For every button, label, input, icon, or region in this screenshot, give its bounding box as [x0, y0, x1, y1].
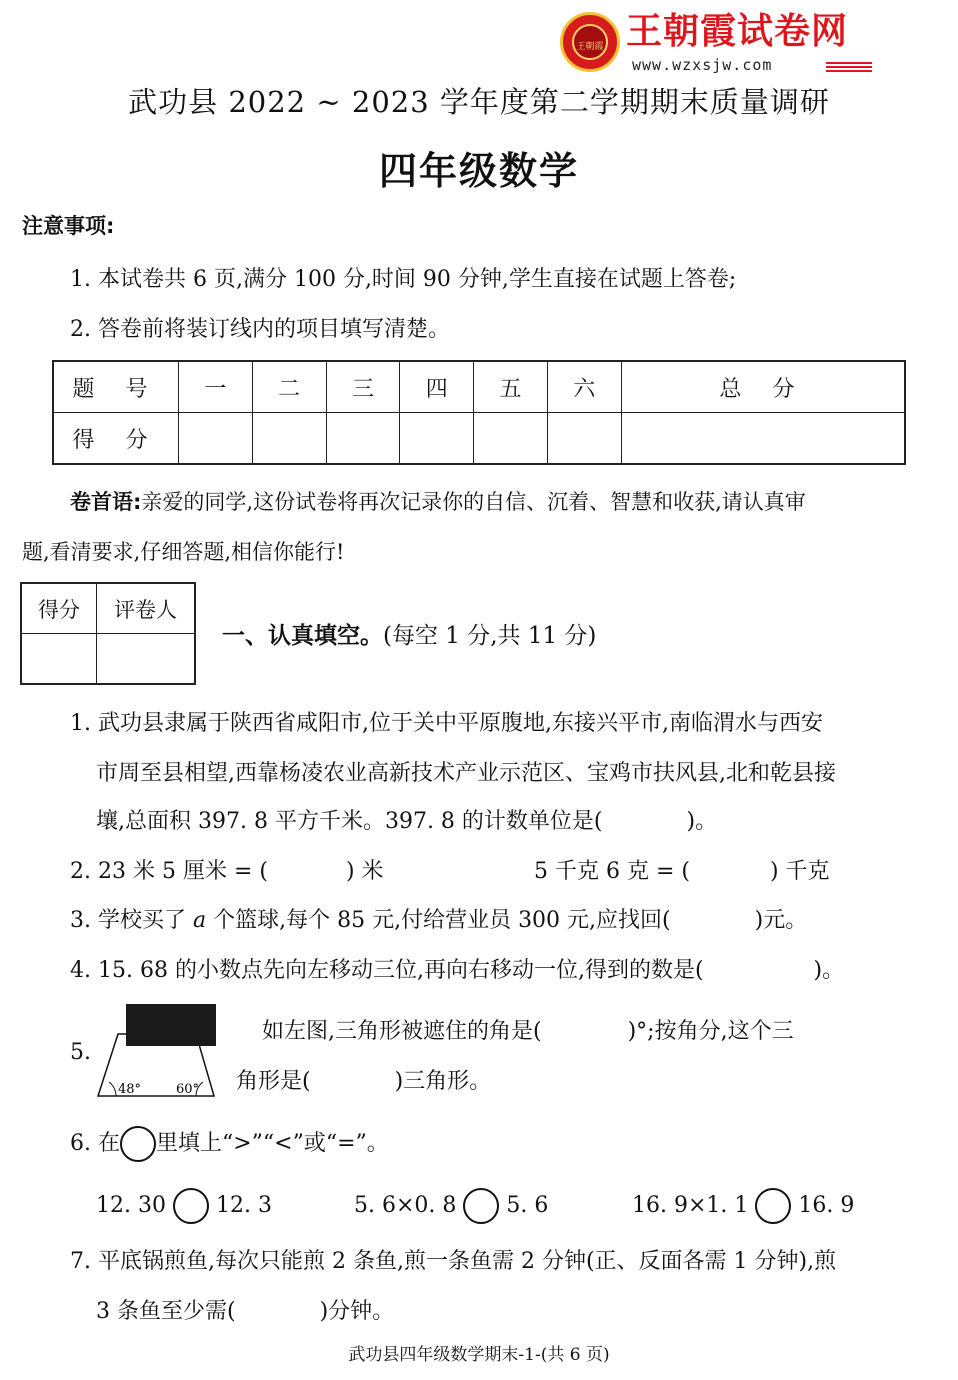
section-1-title: 一、认真填空。: [222, 623, 383, 649]
grader-score-cell[interactable]: [21, 634, 97, 685]
comparison-circle-input[interactable]: [463, 1188, 499, 1224]
comparison-3: [632, 1188, 854, 1224]
score-table-row-header: 题 号: [53, 361, 179, 413]
comparison-1-right: 12. 3: [215, 1193, 272, 1218]
triangle-figure-svg: [96, 1004, 216, 1100]
triangle-figure: [96, 1004, 216, 1100]
score-table: [52, 360, 906, 465]
question-5-line-2: [236, 1064, 491, 1095]
question-2-text-a: 2. 23 米 5 厘米 = (: [70, 859, 268, 884]
grader-name-label: 评卷人: [97, 583, 196, 634]
logo-stripes: [826, 62, 872, 72]
question-3-text-c: )元。: [754, 908, 808, 933]
question-7-text-b: )分钟。: [319, 1299, 395, 1324]
preface-label: 卷首语:: [70, 490, 142, 514]
notice-item-2: 2. 答卷前将装订线内的项目填写清楚。: [70, 317, 450, 342]
score-table-col-3: 三: [326, 361, 400, 413]
score-table-score-row: [53, 413, 905, 465]
question-1-line-2: 市周至县相望,西靠杨凌农业高新技术产业示范区、宝鸡市扶风县,北和乾县接: [96, 761, 836, 786]
question-6-text-a: 6. 在: [70, 1131, 120, 1156]
notice-item-1: 1. 本试卷共 6 页,满分 100 分,时间 90 分钟,学生直接在试题上答卷;: [70, 267, 737, 292]
score-table-col-4: 四: [400, 361, 474, 413]
question-2-part-1: [70, 854, 384, 885]
comparison-1-left: 12. 30: [96, 1193, 166, 1218]
comparison-circle-input[interactable]: [173, 1188, 209, 1224]
score-table-col-1: 一: [179, 361, 253, 413]
question-1-line-3: [96, 804, 717, 835]
page-footer: 武功县四年级数学期末-1-(共 6 页): [348, 1345, 610, 1365]
question-5-text-d: )三角形。: [394, 1069, 492, 1094]
comparison-2: [354, 1188, 548, 1224]
question-1-line-1: 1. 武功县隶属于陕西省咸阳市,位于关中平原腹地,东接兴平市,南临渭水与西安: [70, 711, 823, 736]
exam-title: 武功县 2022 ~ 2023 学年度第二学期期末质量调研: [128, 85, 830, 119]
angle-arc-left: [109, 1082, 116, 1096]
question-3: [70, 903, 807, 934]
question-5-text-c: 角形是(: [236, 1069, 311, 1094]
question-5-line-1: [262, 1014, 794, 1045]
question-3-text-a: 3. 学校买了: [70, 908, 193, 933]
question-6-text-b: 里填上“>”“<”或“=”。: [155, 1131, 389, 1156]
question-5-text-b: )°;按角分,这个三: [627, 1019, 794, 1044]
question-3-text-b: 个篮球,每个 85 元,付给营业员 300 元,应找回(: [206, 908, 671, 933]
score-cell[interactable]: [400, 413, 474, 465]
comparison-1: [96, 1188, 272, 1224]
question-7-line-2: [96, 1294, 394, 1325]
question-1-end: )。: [686, 809, 718, 834]
score-cell[interactable]: [474, 413, 548, 465]
question-5-text-a: 如左图,三角形被遮住的角是(: [262, 1019, 542, 1044]
preface-text-1: 亲爱的同学,这份试卷将再次记录你的自信、沉着、智慧和收获,请认真审: [141, 490, 806, 514]
score-table-col-total: 总 分: [621, 361, 905, 413]
site-logo: [560, 10, 872, 76]
angle-label-left: 48°: [118, 1082, 142, 1097]
logo-name: 王朝霞试卷网: [626, 11, 849, 52]
section-1-note: (每空 1 分,共 11 分): [383, 623, 597, 649]
score-cell[interactable]: [252, 413, 326, 465]
comparison-3-right: 16. 9: [798, 1193, 855, 1218]
notice-heading: 注意事项:: [22, 214, 115, 238]
score-cell[interactable]: [547, 413, 621, 465]
comparison-2-right: 5. 6: [506, 1193, 549, 1218]
logo-url: www.wzxsjw.com: [632, 56, 773, 74]
comparison-circle-input[interactable]: [755, 1188, 791, 1224]
angle-label-right: 60°: [176, 1082, 200, 1097]
question-2-text-d: ) 千克: [769, 859, 830, 884]
question-2-part-2: [534, 854, 830, 885]
question-2-text-b: ) 米: [345, 859, 384, 884]
score-cell[interactable]: [621, 413, 905, 465]
score-cell[interactable]: [179, 413, 253, 465]
question-7-line-1: 7. 平底锅煎鱼,每次只能煎 2 条鱼,煎一条鱼需 2 分钟(正、反面各需 1 分钟),煎: [70, 1249, 837, 1274]
preface-line-1: [70, 486, 806, 516]
grader-score-label: 得分: [21, 583, 97, 634]
score-table-row-header: 得 分: [53, 413, 179, 465]
score-table-header-row: [53, 361, 905, 413]
grader-name-cell[interactable]: [97, 634, 196, 685]
score-table-col-6: 六: [547, 361, 621, 413]
logo-emblem-icon: [560, 12, 620, 72]
logo-emblem-text: 王朝霞: [576, 42, 604, 52]
question-4: [70, 953, 844, 984]
score-table-col-5: 五: [474, 361, 548, 413]
preface-line-2: 题,看清要求,仔细答题,相信你能行!: [22, 540, 345, 564]
question-5-number: 5.: [70, 1040, 91, 1065]
comparison-3-left: 16. 9×1. 1: [632, 1193, 749, 1218]
score-cell[interactable]: [326, 413, 400, 465]
grader-box: [20, 582, 196, 685]
cover-block: [126, 1004, 216, 1046]
exam-subject: 四年级数学: [378, 149, 579, 193]
question-3-variable: a: [192, 908, 207, 933]
question-4-text-b: )。: [813, 958, 845, 983]
question-6: [70, 1126, 389, 1162]
question-1-text: 壤,总面积 397. 8 平方千米。397. 8 的计数单位是(: [96, 809, 603, 834]
section-1-heading: [222, 617, 596, 650]
comparison-2-left: 5. 6×0. 8: [354, 1193, 457, 1218]
circle-icon: [120, 1126, 156, 1162]
question-7-text-a: 3 条鱼至少需(: [96, 1299, 236, 1324]
question-4-text-a: 4. 15. 68 的小数点先向左移动三位,再向右移动一位,得到的数是(: [70, 958, 704, 983]
score-table-col-2: 二: [252, 361, 326, 413]
question-2-text-c: 5 千克 6 克 = (: [534, 859, 690, 884]
